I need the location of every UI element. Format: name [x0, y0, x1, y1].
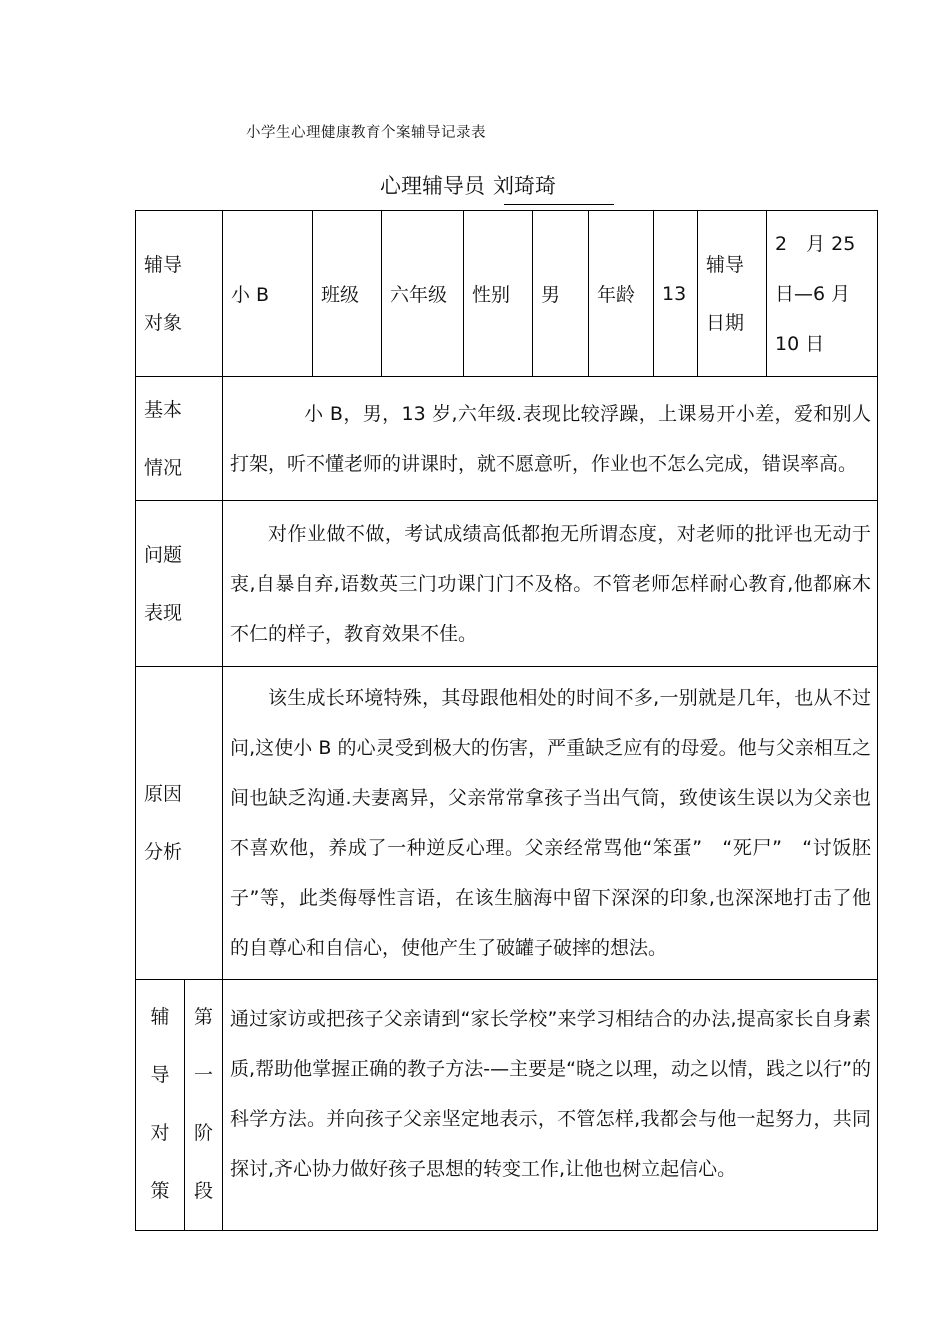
counselor-line: [380, 170, 556, 200]
strategy-text: 通过家访或把孩子父亲请到“家长学校”来学习相结合的办法,提高家长自身素质,帮助他掌握正确的教子方法-—主要是“晓之以理，动之以情，践之以行”的科学方法。并向孩子父亲坚定地表示，不管怎样,我都会与他一起努力，共同探讨,齐心协力做好孩子思想的转变工作,让他也树立起信心。: [223, 980, 878, 1231]
date-label-cell: [698, 211, 767, 377]
stage-label-char2: 一: [194, 1064, 214, 1086]
strategy-label-cell: [136, 980, 185, 1231]
stage-label-char4: 段: [194, 1180, 214, 1202]
problem-text: 对作业做不做，考试成绩高低都抱无所谓态度，对老师的批评也无动于衷,自暴自弃,语数英三门功课门门不及格。不管老师怎样耐心教育,他都麻木不仁的样子，教育效果不佳。: [223, 501, 878, 667]
header-row: [136, 211, 878, 377]
cause-row: [136, 667, 878, 980]
problem-label-cell: [136, 501, 223, 667]
record-table: [135, 210, 878, 1231]
subject-label-line1: 辅导: [144, 253, 183, 276]
counselor-name: 刘琦琦: [493, 174, 556, 198]
stage-label-char1: 第: [194, 1006, 214, 1028]
subject-value: 小 B: [223, 211, 313, 377]
document-title: 小学生心理健康教育个案辅导记录表: [246, 125, 486, 141]
cause-label-cell: [136, 667, 223, 980]
strategy-row: [136, 980, 878, 1231]
age-value: 13: [654, 211, 698, 377]
stage-label-cell: [185, 980, 223, 1231]
counselor-name-underline: [504, 204, 614, 205]
basic-label-cell: [136, 377, 223, 501]
basic-text: 小 B，男，13 岁,六年级.表现比较浮躁，上课易开小差，爱和别人打架，听不懂老师的讲课时，就不愿意听，作业也不怎么完成，错误率高。: [223, 377, 878, 501]
class-label: 班级: [313, 211, 382, 377]
subject-label-cell: [136, 211, 223, 377]
basic-label-line2: 情况: [144, 456, 183, 479]
subject-label-line2: 对象: [144, 311, 183, 334]
basic-label-line1: 基本: [144, 398, 183, 421]
strategy-label-char2: 导: [150, 1064, 170, 1086]
date-label-line2: 日期: [706, 311, 745, 334]
date-value-line1: 2 月 25: [775, 232, 856, 255]
age-label: 年龄: [589, 211, 654, 377]
counselor-label: 心理辅导员: [380, 174, 485, 198]
problem-row: [136, 501, 878, 667]
gender-label: 性别: [464, 211, 533, 377]
gender-value: 男: [533, 211, 589, 377]
cause-label-line2: 分析: [144, 841, 183, 863]
cause-label-line1: 原因: [144, 783, 183, 805]
date-value-line3: 10 日: [775, 332, 825, 355]
date-value-cell: [767, 211, 878, 377]
strategy-label-char3: 对: [150, 1122, 170, 1144]
problem-label-line2: 表现: [144, 601, 183, 624]
strategy-label-char4: 策: [150, 1180, 170, 1202]
stage-label-char3: 阶: [194, 1122, 214, 1144]
class-value: 六年级: [382, 211, 464, 377]
basic-row: [136, 377, 878, 501]
date-label-line1: 辅导: [706, 253, 745, 276]
problem-label-line1: 问题: [144, 543, 183, 566]
date-value-line2: 日—6 月: [775, 282, 851, 305]
strategy-label-char1: 辅: [150, 1006, 170, 1028]
cause-text: 该生成长环境特殊，其母跟他相处的时间不多,一别就是几年，也从不过问,这使小 B 的心灵受到极大的伤害，严重缺乏应有的母爱。他与父亲相互之间也缺乏沟通.夫妻离异，父亲常常拿孩子当出气筒，致使该生误以为父亲也不喜欢他，养成了一种逆反心理。父亲经常骂他“笨蛋” “死尸” “讨饭胚子”等，此类侮辱性言语，在该生脑海中留下深深的印象,也深深地打击了他的自尊心和自信心，使他产生了破罐子破摔的想法。: [223, 667, 878, 980]
